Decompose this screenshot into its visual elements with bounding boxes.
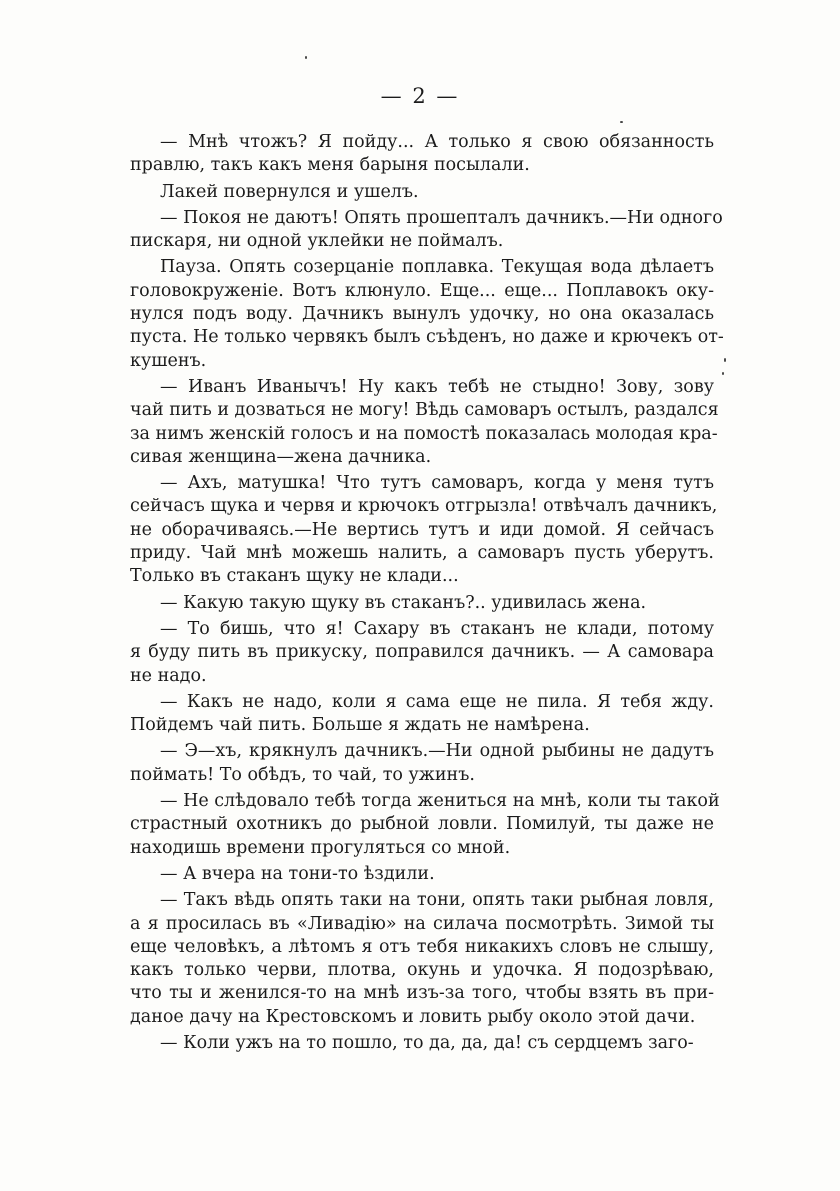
paragraph [130, 207, 723, 254]
paragraph [130, 863, 714, 886]
text-line: — То бишь, что я! Сахару въ стаканъ не клади, потому [160, 618, 714, 639]
paragraph [130, 181, 714, 204]
text-line: — Покоя не даютъ! Опять прошепталъ дачникъ.—Ни одного [160, 207, 723, 228]
text-line: — Не слѣдовало тебѣ тогда жениться на мнѣ, коли ты такой [160, 791, 720, 812]
text-line: — Иванъ Иванычъ! Ну какъ тебѣ не стыдно! Зову, зову [160, 376, 714, 397]
text-line: — Коли ужъ на то пошло, то да, да, да! съ сердцемъ заго- [160, 1032, 694, 1053]
text-line: что ты и женился-то на мнѣ изъ-за того, чтобы взять въ при- [130, 983, 714, 1004]
text-line: чай пить и дозваться не могу! Вѣдь самоваръ остылъ, раздался [130, 400, 719, 421]
print-speck [722, 372, 724, 375]
text-line: не надо. [130, 665, 207, 686]
text-line: за нимъ женскій голосъ и на помостѣ показалась молодая кра- [130, 423, 718, 444]
text-line: Пауза. Опять созерцаніе поплавка. Текущая вода дѣлаетъ [160, 257, 714, 278]
text-line: даное дачу на Крестовскомъ и ловить рыбу около этой дачи. [130, 1006, 696, 1027]
text-line: а я просилась въ «Ливадію» на силача посмотрѣть. Зимой ты [130, 913, 714, 934]
text-line: Пойдемъ чай пить. Больше я ждать не намѣрена. [130, 715, 590, 736]
paragraph [130, 592, 714, 615]
text-line: головокруженіе. Вотъ клюнуло. Еще... еще... Поплавокъ оку- [130, 280, 714, 301]
text-line: не оборачиваясь.—Не вертись тутъ и иди домой. Я сейчасъ [130, 519, 714, 540]
paragraph [130, 889, 714, 1029]
text-line: — А вчера на тони-то ѣздили. [160, 863, 435, 884]
paragraph [130, 131, 714, 178]
text-line: — Такъ вѣдь опять таки на тони, опять таки рыбная ловля, [160, 890, 714, 911]
page-number: — 2 — [380, 84, 460, 108]
text-line: — Какую такую щуку въ стаканъ?.. удивилась жена. [160, 592, 647, 613]
text-line: страстный охотникъ до рыбной ловли. Помилуй, ты даже не [130, 814, 714, 835]
paragraph [130, 472, 718, 588]
paragraph [130, 691, 714, 738]
text-line: правлю, такъ какъ меня барыня посылали. [130, 155, 530, 176]
text-line: нулся подъ воду. Дачникъ вынулъ удочку, но она оказалась [130, 304, 714, 325]
text-line: — Ахъ, матушка! Что тутъ самоваръ, когда у меня тутъ [160, 473, 714, 494]
paragraph [130, 740, 714, 787]
paragraph [130, 376, 719, 469]
paragraph [130, 618, 714, 688]
text-line: — Э—хъ, крякнулъ дачникъ.—Ни одной рыбины не дадутъ [160, 741, 714, 762]
body-text [130, 131, 724, 1055]
paragraph [130, 256, 724, 372]
text-line: кушенъ. [130, 350, 207, 371]
text-line: — Какъ не надо, коли я сама еще не пила. Я тебя жду. [160, 691, 714, 712]
text-line: — Мнѣ чтожъ? Я пойду... А только я свою обязанность [160, 132, 714, 152]
text-line: сейчасъ щука и червя и крючокъ отгрызла! отвѣчалъ дачникъ, [130, 496, 718, 517]
text-line: еще человѣкъ, а лѣтомъ я отъ тебя никакихъ словъ не слышу, [130, 936, 714, 957]
text-line: я буду пить въ прикуску, поправился дачникъ. — А самовара [130, 642, 714, 663]
text-line: находишь времени прогуляться со мной. [130, 837, 511, 858]
text-line: пискаря, ни одной уклейки не поймалъ. [130, 231, 504, 252]
text-line: приду. Чай мнѣ можешь налить, а самоваръ пусть уберутъ. [130, 543, 714, 564]
paragraph [130, 790, 720, 860]
print-speck [620, 121, 623, 123]
print-speck [305, 56, 307, 59]
text-line: поймать! То обѣдъ, то чай, то ужинъ. [130, 764, 475, 785]
text-line: Только въ стаканъ щуку не клади... [130, 566, 459, 587]
print-speck [724, 358, 726, 362]
text-line: сивая женщина—жена дачника. [130, 446, 432, 467]
text-line: Лакей повернулся и ушелъ. [160, 181, 419, 202]
text-line: какъ только черви, плотва, окунь и удочка. Я подозрѣваю, [130, 960, 714, 981]
text-line: пуста. Не только червякъ былъ съѣденъ, но даже и крючекъ от- [130, 327, 724, 348]
paragraph [130, 1032, 714, 1055]
